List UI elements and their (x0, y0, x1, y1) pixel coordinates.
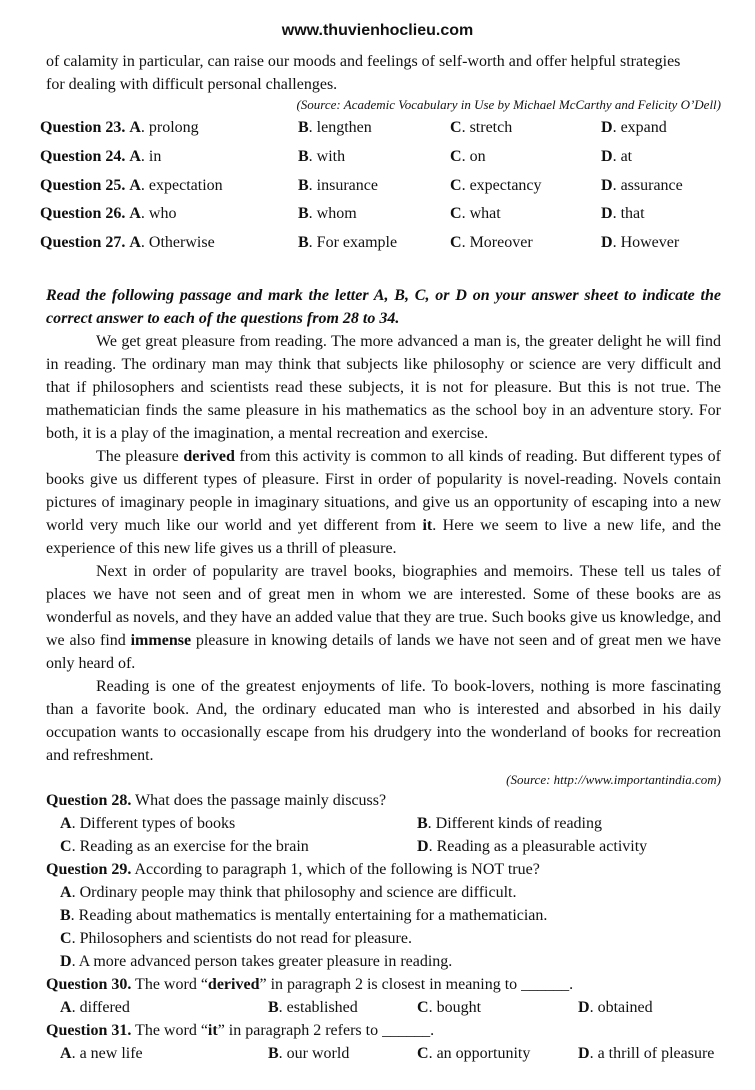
question-option-b: B. lengthen (298, 119, 372, 136)
question-option-c: C. expectancy (450, 177, 542, 194)
question-28: Question 28. What does the passage mainly discuss? (46, 792, 387, 809)
question-option-d: D. that (601, 205, 645, 222)
instruction-heading: Read the following passage and mark the letter A, B, C, or D on your answer sheet to indicate the correct answer to each of the questions from 28 to 34. (46, 287, 721, 327)
question-option-d: D. assurance (601, 177, 683, 194)
intro-text (46, 50, 721, 96)
question-option-c: C. Philosophers and scientists do not read for pleasure. (60, 930, 412, 947)
question-option-c: C. bought (417, 999, 482, 1016)
intro-line: for dealing with difficult personal challenges. (46, 76, 338, 93)
question-number: Question 27. (40, 234, 126, 251)
passage (46, 330, 721, 767)
question-option-a: Question 23. A. prolong (40, 119, 199, 136)
question-option-b: B. established (268, 999, 358, 1016)
question-option-a: A. a new life (60, 1045, 143, 1062)
question-number: Question 23. (40, 119, 126, 136)
keyword-immense: immense (130, 632, 192, 649)
question-option-b: B. Different kinds of reading (417, 815, 602, 832)
keyword-it: it (422, 517, 433, 534)
question-option-c: C. Reading as an exercise for the brain (60, 838, 309, 855)
question-option-a: A. Ordinary people may think that philosophy and science are difficult. (60, 884, 517, 901)
question-option-c: C. stretch (450, 119, 513, 136)
question-option-d: D. a thrill of pleasure (578, 1045, 715, 1062)
question-option-a: Question 27. A. Otherwise (40, 234, 215, 251)
question-number: Question 26. (40, 205, 126, 222)
question-option-b: B. Reading about mathematics is mentally entertaining for a mathematician. (60, 907, 548, 924)
question-row (0, 205, 755, 228)
question-number: Question 25. (40, 177, 126, 194)
question-row (0, 119, 755, 142)
question-option-b: B. our world (268, 1045, 350, 1062)
question-option-d: D. obtained (578, 999, 653, 1016)
question-option-b: B. whom (298, 205, 357, 222)
question-option-a: Question 26. A. who (40, 205, 177, 222)
question-option-c: C. an opportunity (417, 1045, 531, 1062)
question-option-b: B. For example (298, 234, 398, 251)
question-option-b: B. insurance (298, 177, 378, 194)
question-option-c: C. Moreover (450, 234, 533, 251)
question-option-a: A. Different types of books (60, 815, 236, 832)
question-option-d: D. at (601, 148, 633, 165)
question-30: Question 30. The word “derived” in paragraph 2 is closest in meaning to ______. (46, 976, 574, 993)
source-citation: (Source: Academic Vocabulary in Use by Michael McCarthy and Felicity O’Dell) (296, 97, 721, 112)
question-option-d: D. expand (601, 119, 667, 136)
passage-paragraph-4: Reading is one of the greatest enjoyments of life. To book-lovers, nothing is more fascinating than a favorite book. And, the ordinary educated man who is interested and absorbed in his daily occupation wants to occasionally escape from his drudgery into the wonderland of books for recreation and refreshment. (46, 678, 721, 764)
question-31: Question 31. The word “it” in paragraph 2 refers to ______. (46, 1022, 435, 1039)
keyword-derived: derived (183, 448, 235, 465)
question-29: Question 29. According to paragraph 1, which of the following is NOT true? (46, 861, 540, 878)
site-header: www.thuvienhoclieu.com (281, 22, 474, 39)
question-row (0, 148, 755, 171)
source-citation: (Source: http://www.importantindia.com) (506, 772, 721, 787)
question-option-d: D. Reading as a pleasurable activity (417, 838, 648, 855)
question-option-d: D. A more advanced person takes greater pleasure in reading. (60, 953, 453, 970)
passage-paragraph-1: We get great pleasure from reading. The more advanced a man is, the greater delight he will find in reading. The ordinary man may think that subjects like philosophy or science are very difficult and that if philosophers and scientists read these subjects, it is not for pleasure. But this is not true. The mathematician finds the same pleasure in his mathematics as the school boy in an adventure story. For both, it is a play of the imagination, a mental recreation and exercise. (46, 333, 721, 442)
question-option-a: Question 25. A. expectation (40, 177, 223, 194)
passage-paragraph-3: Next in order of popularity are travel books, biographies and memoirs. These tell us tales of places we have not seen and of great men in whom we are interested. Some of these books are as wonderful as novels, and they have an added value that they are true. Such books give us knowledge, and we also find immense pleasure in knowing details of lands we have not seen and of great men we have only heard of. (46, 563, 722, 672)
question-option-c: C. what (450, 205, 501, 222)
question-number: Question 24. (40, 148, 126, 165)
passage-paragraph-2: The pleasure derived from this activity is common to all kinds of reading. But different types of books give us different types of pleasure. First in order of popularity is novel-reading. Novels contain pictures of imaginary people in imaginary situations, and give us an opportunity of escaping into a new world very much like our world and yet different from it. Here we seem to live a new life, and the experience of this new life gives us a thrill of pleasure. (46, 448, 722, 557)
question-row (0, 177, 755, 200)
question-option-a: A. differed (60, 999, 130, 1016)
question-option-a: Question 24. A. in (40, 148, 162, 165)
question-row (0, 234, 755, 257)
intro-line: of calamity in particular, can raise our moods and feelings of self-worth and offer helpful strategies (46, 53, 681, 70)
question-option-c: C. on (450, 148, 486, 165)
question-option-b: B. with (298, 148, 346, 165)
question-option-d: D. However (601, 234, 680, 251)
